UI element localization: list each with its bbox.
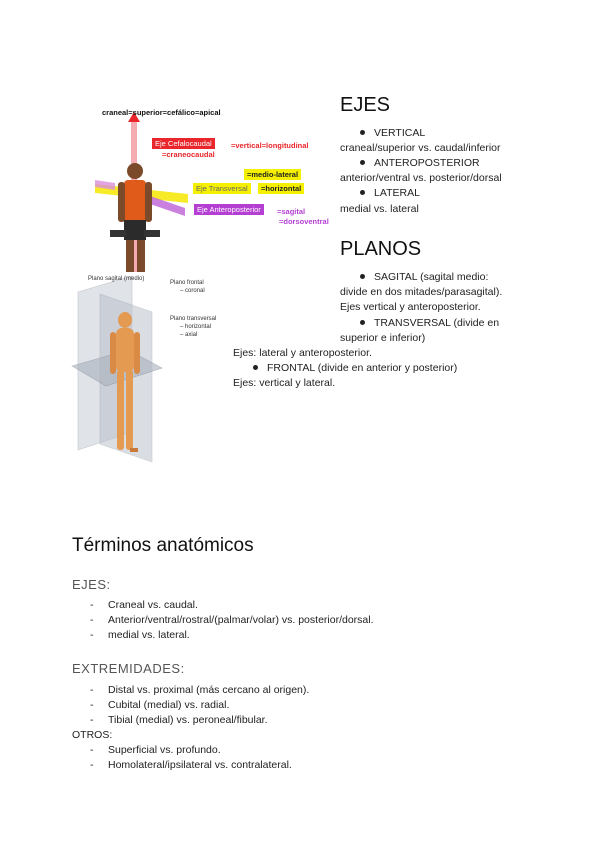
frontal-line2: Ejes: vertical y lateral.: [233, 377, 336, 389]
vertical-text: craneal/superior vs. caudal/inferior: [340, 142, 501, 154]
list-item: - medial vs. lateral.: [90, 629, 190, 641]
bullet-icon: [360, 160, 365, 165]
planos-title: PLANOS: [340, 238, 422, 260]
plano-transversal-label: Plano transversal: [170, 316, 217, 322]
transversal-line3: Ejes: lateral y anteroposterior.: [233, 347, 372, 359]
lateral-bullet-label: LATERAL: [374, 187, 420, 199]
ejes-subheading: EJES:: [72, 577, 111, 592]
sagital-line3: Ejes vertical y anteroposterior.: [340, 301, 481, 313]
bullet-icon: [253, 365, 258, 370]
ap-bullet-label: ANTEROPOSTERIOR: [374, 157, 480, 169]
medio-lateral-label: =medio-lateral: [244, 169, 301, 180]
list-item: - Homolateral/ipsilateral vs. contralateral.: [90, 759, 292, 771]
anteroposterior-box: Eje Anteroposterior: [194, 204, 264, 215]
list-item: - Distal vs. proximal (más cercano al origen).: [90, 684, 310, 696]
bullet-icon: [360, 190, 365, 195]
bullet-icon: [360, 320, 365, 325]
transversal-bullet-label: TRANSVERSAL (divide en: [374, 317, 500, 329]
axes-figure: [80, 100, 330, 272]
cefalocaudal-box: Eje Cefalocaudal: [152, 138, 215, 149]
plano-sagital-label: Plano sagital (medio): [88, 276, 145, 282]
cefalocaudal-eq2: =craneocaudal: [162, 150, 215, 159]
plano-frontal-label: Plano frontal: [170, 280, 204, 286]
list-item: - Cubital (medial) vs. radial.: [90, 699, 230, 711]
otros-subheading: OTROS:: [72, 729, 113, 741]
top-axis-label: craneal=superior=cefálico=apical: [102, 108, 221, 117]
sagital-line2: divide en dos mitades/parasagital).: [340, 286, 503, 298]
transversal-line2: superior e inferior): [340, 332, 426, 344]
sagital-bullet: [360, 270, 488, 285]
ap-bullet: [360, 156, 480, 171]
terminos-title: Términos anatómicos: [72, 535, 254, 556]
list-item: - Anterior/ventral/rostral/(palmar/volar) vs. posterior/dorsal.: [90, 614, 374, 626]
list-item: - Craneal vs. caudal.: [90, 599, 198, 611]
vertical-bullet-label: VERTICAL: [374, 127, 426, 139]
horizontal-label: =horizontal: [258, 183, 304, 194]
dorsoventral-eq: =dorsoventral: [279, 217, 329, 226]
list-item: - Tibial (medial) vs. peroneal/fibular.: [90, 714, 268, 726]
transversal-box: Eje Transversal: [193, 183, 251, 194]
cefalocaudal-eq1: =vertical=longitudinal: [231, 141, 309, 150]
horizontal-label-planes: – horizontal: [180, 324, 212, 330]
axial-label: – axial: [180, 332, 198, 338]
lateral-bullet: [360, 186, 420, 201]
lateral-text: medial vs. lateral: [340, 203, 419, 215]
list-item: - Superficial vs. profundo.: [90, 744, 221, 756]
frontal-bullet: [253, 361, 457, 376]
ejes-title: EJES: [340, 94, 391, 116]
transversal-bullet: [360, 316, 499, 331]
extremidades-subheading: EXTREMIDADES:: [72, 661, 185, 676]
sagital-bullet-label: SAGITAL (sagital medio:: [374, 271, 489, 283]
frontal-bullet-label: FRONTAL (divide en anterior y posterior): [267, 362, 458, 374]
ap-text: anterior/ventral vs. posterior/dorsal: [340, 172, 502, 184]
bullet-icon: [360, 274, 365, 279]
planes-illustration: [70, 272, 230, 464]
bullet-icon: [360, 130, 365, 135]
planes-figure: [70, 272, 230, 464]
sagital-eq: =sagital: [277, 207, 306, 216]
coronal-label: – coronal: [180, 288, 205, 294]
vertical-bullet: [360, 126, 425, 141]
